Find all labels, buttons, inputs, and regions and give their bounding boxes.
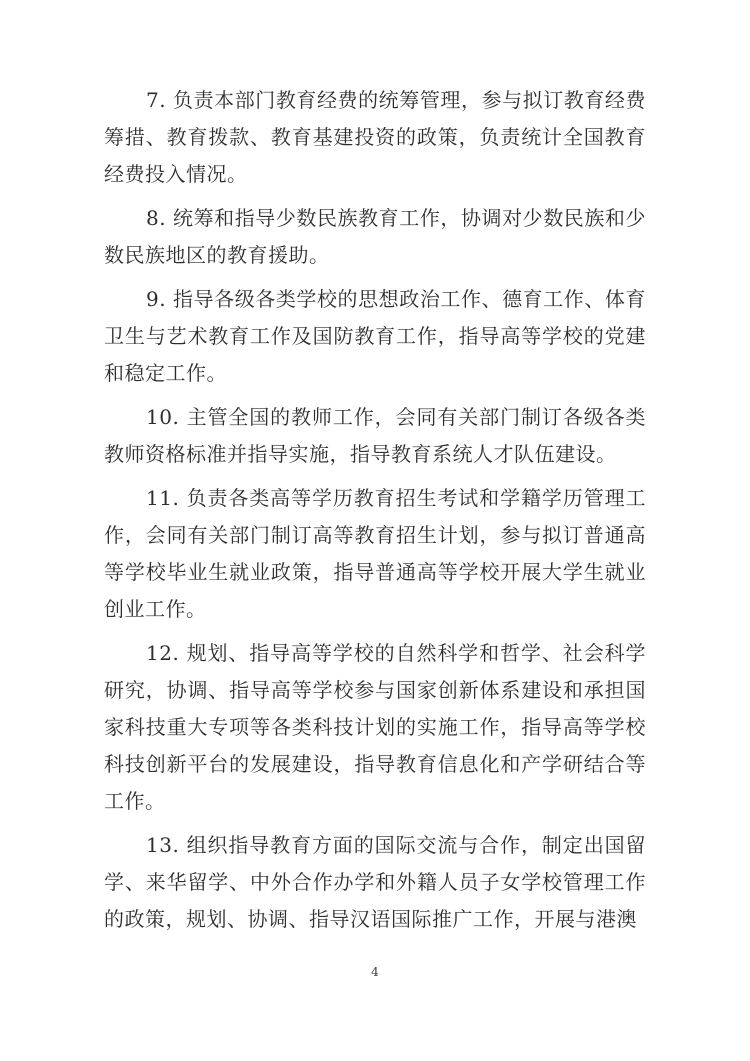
- document-body: [104, 82, 646, 945]
- page-footer: [0, 961, 750, 980]
- paragraph-item-7: 7. 负责本部门教育经费的统筹管理，参与拟订教育经费筹措、教育拨款、教育基建投资的政策，负责统计全国教育经费投入情况。: [104, 88, 646, 186]
- page-number: 4: [371, 965, 379, 979]
- paragraph-item-10: 10. 主管全国的教师工作，会同有关部门制订各级各类教师资格标准并指导实施，指导教育系统人才队伍建设。: [104, 405, 646, 466]
- paragraph-item-13: 13. 组织指导教育方面的国际交流与合作，制定出国留学、来华留学、中外合作办学和外籍人员子女学校管理工作的政策，规划、协调、指导汉语国际推广工作，开展与港澳: [104, 833, 646, 931]
- paragraph-item-12: 12. 规划、指导高等学校的自然科学和哲学、社会科学研究，协调、指导高等学校参与国家创新体系建设和承担国家科技重大专项等各类科技计划的实施工作，指导高等学校科技创新平台的发展建设，指导教育信息化和产学研结合等工作。: [104, 641, 646, 813]
- paragraph-item-11: 11. 负责各类高等学历教育招生考试和学籍学历管理工作，会同有关部门制订高等教育招生计划，参与拟订普通高等学校毕业生就业政策，指导普通高等学校开展大学生就业创业工作。: [104, 486, 646, 621]
- paragraph-item-8: 8. 统筹和指导少数民族教育工作，协调对少数民族和少数民族地区的教育援助。: [104, 206, 646, 267]
- paragraph-item-9: 9. 指导各级各类学校的思想政治工作、德育工作、体育卫生与艺术教育工作及国防教育工作，指导高等学校的党建和稳定工作。: [104, 287, 646, 385]
